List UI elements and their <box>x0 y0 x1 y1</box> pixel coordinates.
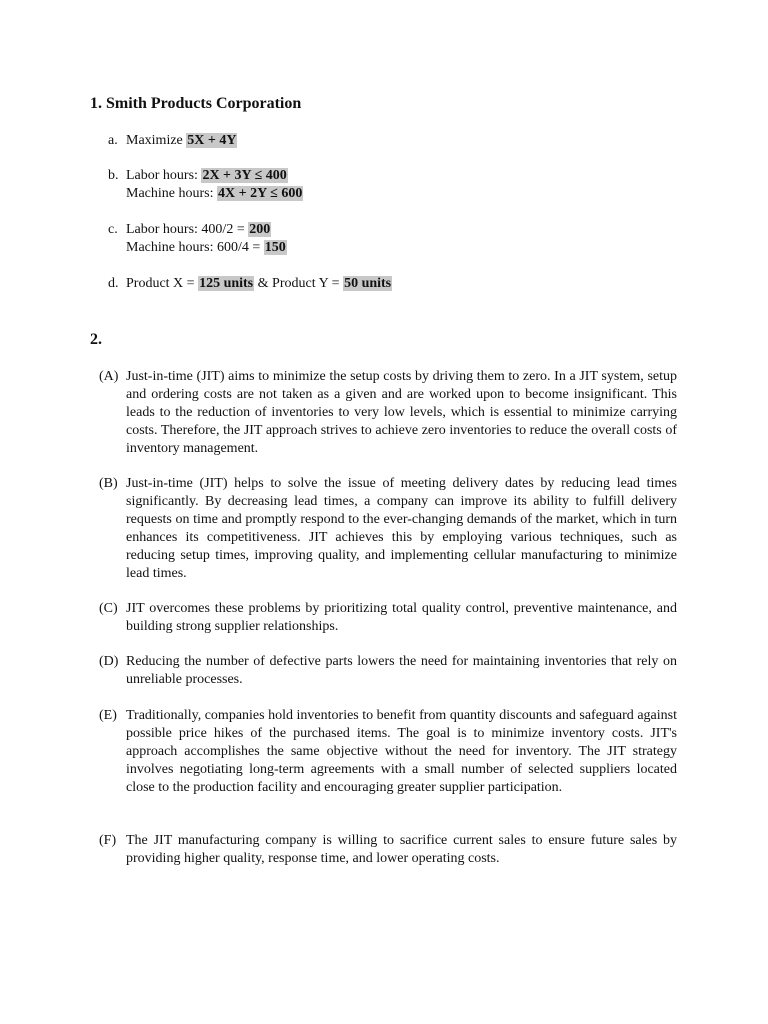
labor-hours-calc: Labor hours: 400/2 = <box>126 222 249 237</box>
q2-item-marker: (D) <box>99 654 119 669</box>
labor-hours-result: 200 <box>249 222 271 237</box>
machine-constraint: 4X + 2Y ≤ 600 <box>217 186 303 201</box>
product-x-units: 125 units <box>199 276 254 291</box>
labor-constraint: 2X + 3Y ≤ 400 <box>202 168 287 183</box>
q1-d-marker: d. <box>108 276 119 291</box>
machine-constraint-label: Machine hours: <box>126 186 217 201</box>
q2-item-text: JIT overcomes these problems by prioritizing total quality control, preventive maintenance, and building strong supplier relationships. <box>126 601 677 634</box>
q1-a-line <box>126 132 237 150</box>
q2-item-text: Traditionally, companies hold inventories to benefit from quantity discounts and safeguard against possible price hikes of the purchased items. The goal is to minimize inventory costs. JIT's approach accomplishes the same objective without the need for inventory. The JIT strategy involves negotiating long-term agreements with a small number of selected suppliers located close to the production facility and encouraging greater supplier participation. <box>126 708 677 795</box>
q2-item-text: Just-in-time (JIT) aims to minimize the setup costs by driving them to zero. In a JIT system, setup and ordering costs are not taken as a given and are worked upon to become insignificant. This leads to the reduction of inventories to very low levels, which is essential to minimize carrying costs. Therefore, the JIT approach strives to achieve zero inventories to reduce the overall costs of inventory management. <box>126 369 677 456</box>
q2-item-marker: (F) <box>99 833 117 848</box>
product-y-label: & Product Y = <box>254 276 344 291</box>
q2-item-text: Just-in-time (JIT) helps to solve the issue of meeting delivery dates by reducing lead times significantly. By decreasing lead times, a company can improve its ability to fulfill delivery requests on time and promptly respond to the ever-changing demands of the market, which in turn enhances its competitiveness. JIT achieves this by employing various techniques, such as reducing setup times, improving quality, and implementing cellular manufacturing to minimize lead times. <box>126 476 677 581</box>
product-x-label: Product X = <box>126 276 199 291</box>
q1-c-marker: c. <box>108 222 118 237</box>
q2-item-text: Reducing the number of defective parts lowers the need for maintaining inventories that rely on unreliable processes. <box>126 654 677 687</box>
q1-b-marker: b. <box>108 168 119 183</box>
q2-heading: 2. <box>90 331 102 348</box>
q1-heading: 1. Smith Products Corporation <box>90 95 302 112</box>
machine-hours-calc: Machine hours: 600/4 = <box>126 240 264 255</box>
q1-b-line1 <box>126 167 288 185</box>
q2-item-text: The JIT manufacturing company is willing to sacrifice current sales to ensure future sales by providing higher quality, response time, and lower operating costs. <box>126 833 677 866</box>
objective-function: 5X + 4Y <box>187 133 237 148</box>
machine-hours-result: 150 <box>264 240 286 255</box>
q1-b-line2 <box>126 185 303 203</box>
q1-d-line <box>126 275 392 293</box>
labor-constraint-label: Labor hours: <box>126 168 202 183</box>
q2-item-marker: (A) <box>99 369 119 384</box>
q1-a-marker: a. <box>108 133 118 148</box>
q2-item-marker: (C) <box>99 601 118 616</box>
q1-a-prefix: Maximize <box>126 133 187 148</box>
q1-c-line2 <box>126 239 287 257</box>
product-y-units: 50 units <box>344 276 392 291</box>
q2-item-marker: (E) <box>99 708 117 723</box>
q2-item-marker: (B) <box>99 476 118 491</box>
q1-c-line1 <box>126 221 271 239</box>
